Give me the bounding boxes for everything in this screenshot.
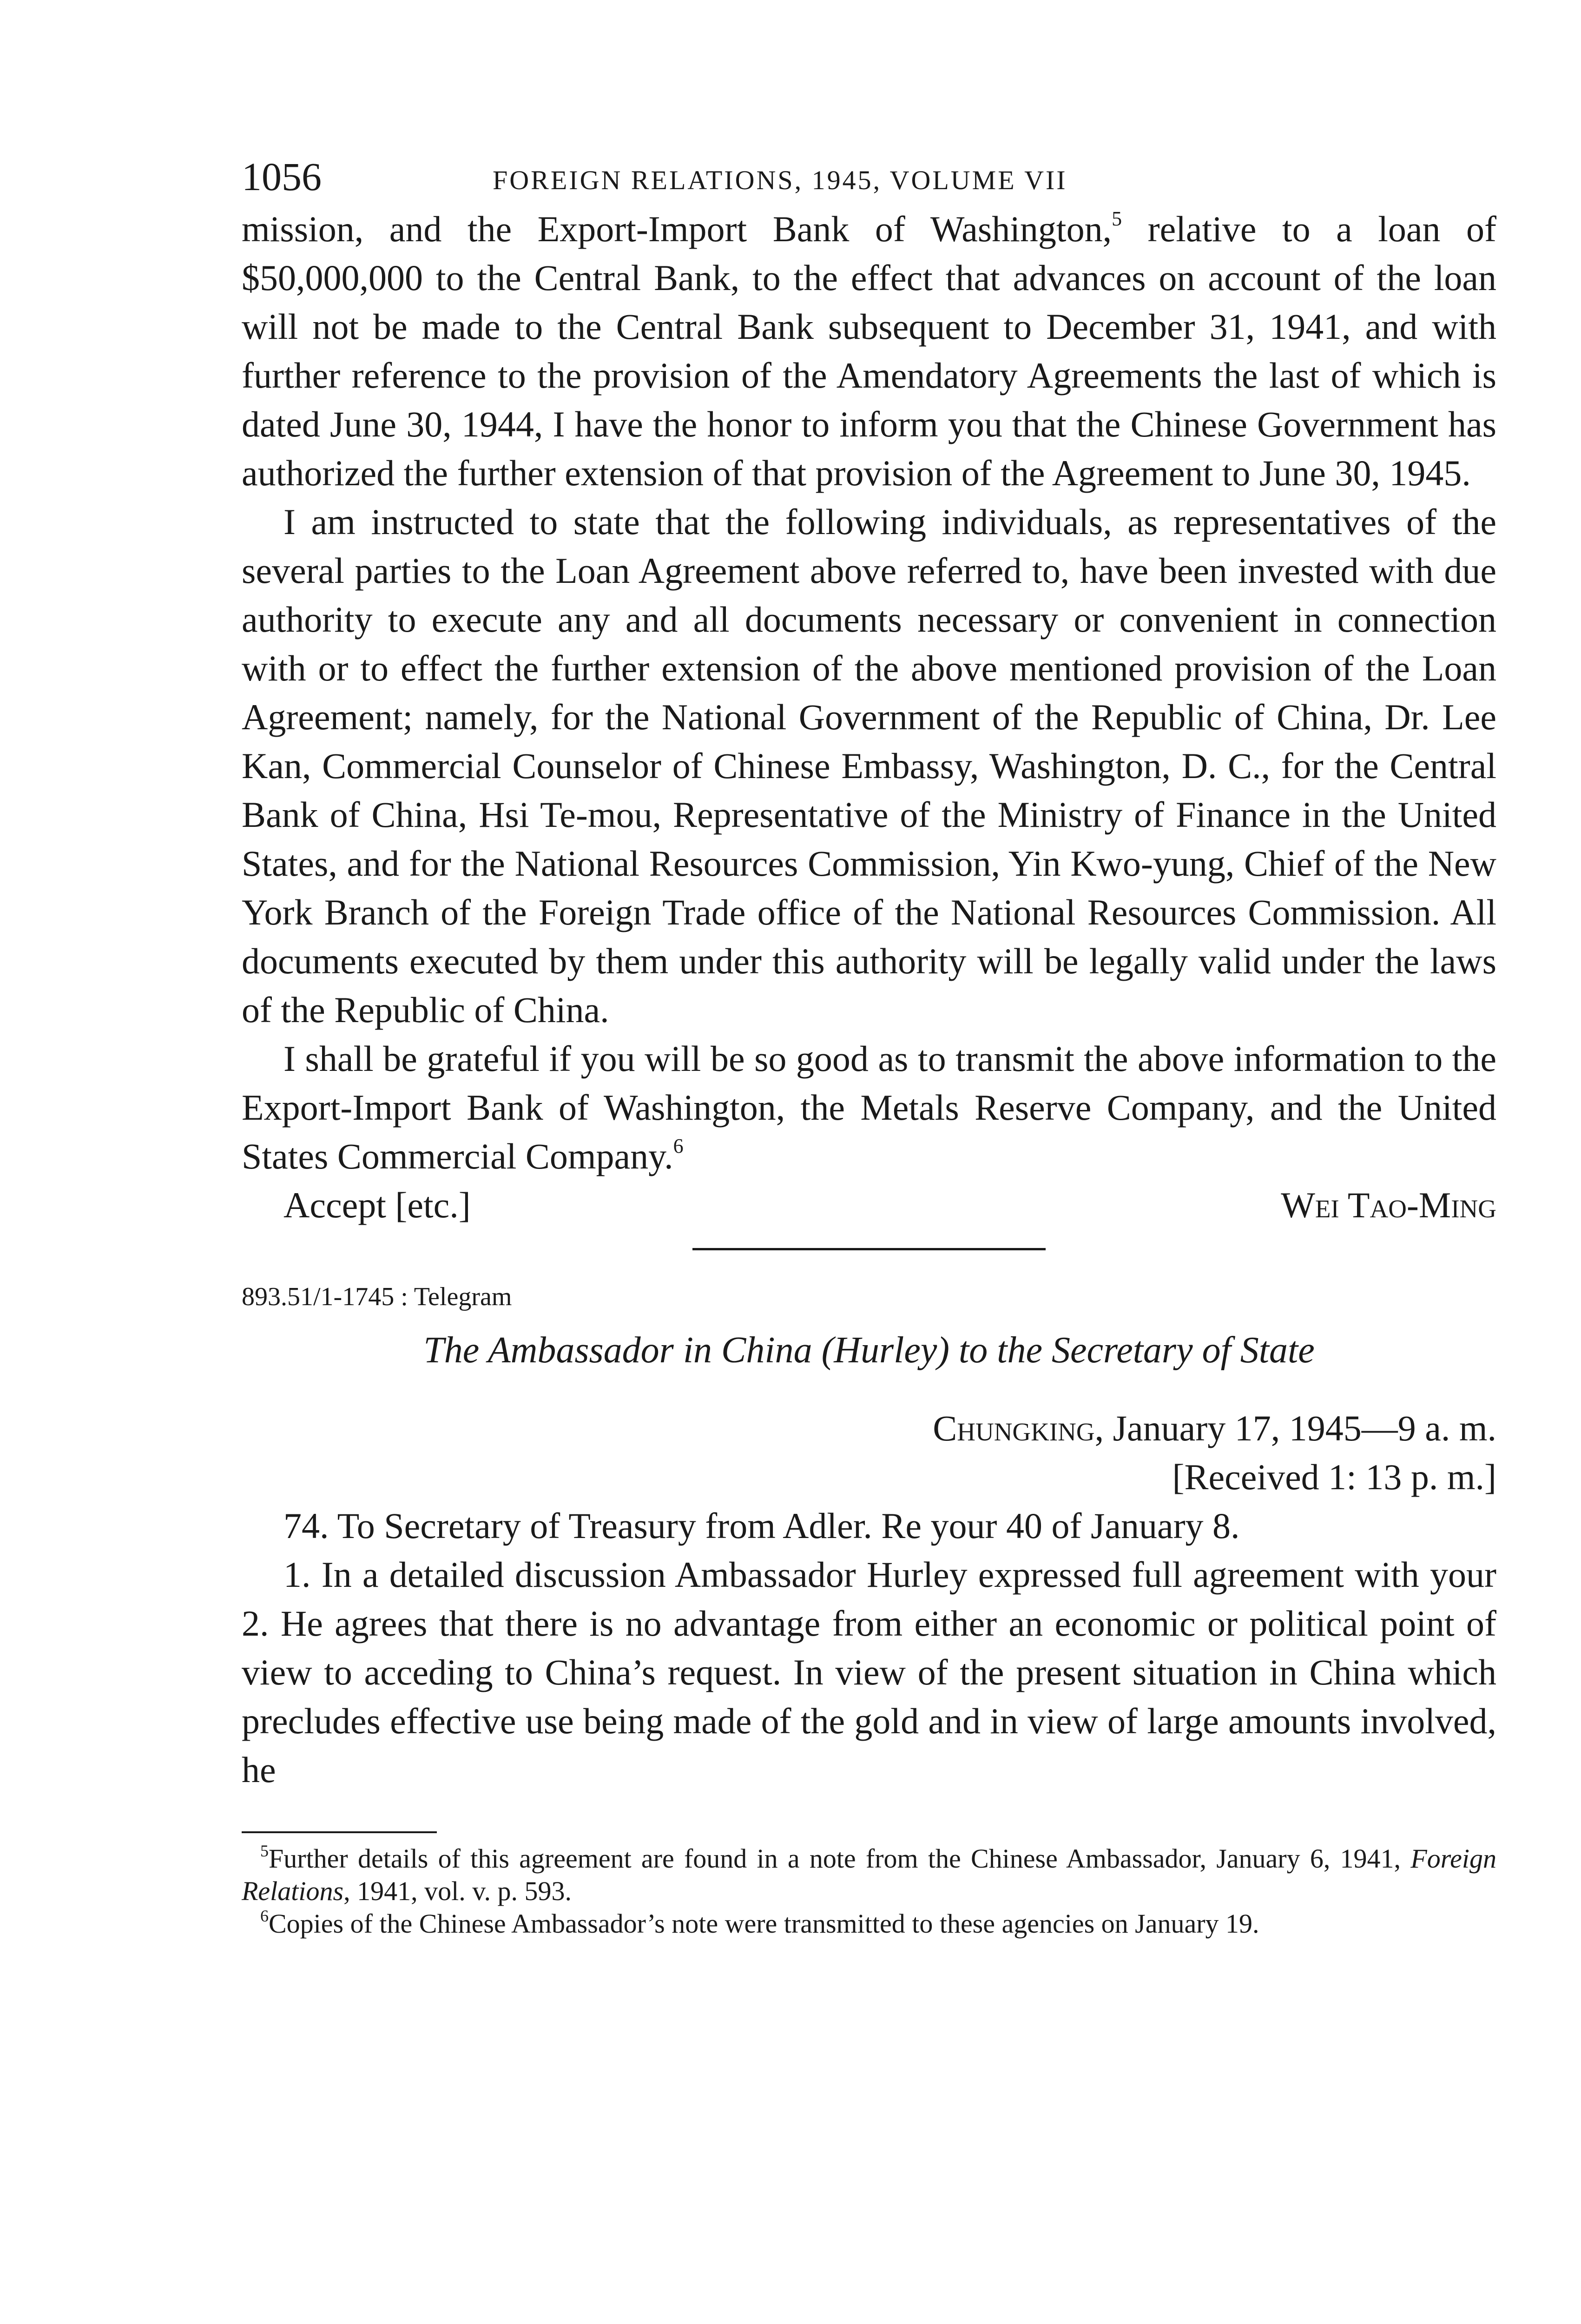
- footnote-5-text: Further details of this agreement are found in a note from the Chinese Ambassador, January 6, 1941,: [269, 1843, 1411, 1874]
- letter-paragraph-3-text: I shall be grateful if you will be so good as to transmit the above information to the Export-Import Bank of Washington, the Metals Reserve Company, and the United States Commercial Company.: [242, 1038, 1496, 1176]
- telegram-paragraph-1: 74. To Secretary of Treasury from Adler. Re your 40 of January 8.: [283, 1505, 1240, 1546]
- footnote-6-mark: 6: [260, 1907, 269, 1925]
- telegram-body: [242, 1501, 1496, 1794]
- footnote-rule: [242, 1831, 437, 1833]
- telegram-paragraph-2: 1. In a detailed discussion Ambassador Hurley expressed full agreement with your 2. He agrees that there is no advantage from either an economic or political point of view to acceding to China’s request. In view of the present situation in China which precludes effective use being made of the gold and in view of large amounts involved, he: [242, 1554, 1496, 1790]
- letter-paragraph-1-text: mission, and the Export-Import Bank of Washington,: [242, 209, 1112, 249]
- footnote-ref-5[interactable]: 5: [1112, 207, 1122, 230]
- telegram-title: The Ambassador in China (Hurley) to the Secretary of State: [423, 1330, 1315, 1371]
- document-page: [242, 153, 1496, 1940]
- signoff: [242, 1181, 1496, 1229]
- letter-paragraph-1-rest: relative to a loan of $50,000,000 to the Central Bank, to the effect that advances on account of the loan will not be made to the Central Bank subsequent to December 31, 1941, and with further reference to the provision of the Amendatory Agreements the last of which is dated June 30, 1944, I have the honor to inform you that the Chinese Government has authorized the further extension of that provision of the Agreement to June 30, 1945.: [242, 209, 1496, 493]
- signature: Wei Tao-Ming: [1281, 1185, 1496, 1225]
- footnote-6: [242, 1908, 1496, 1940]
- footnote-5-italic: Foreign Relations: [242, 1843, 1496, 1906]
- received-line: [Received 1: 13 p. m.]: [1172, 1457, 1496, 1497]
- running-title: FOREIGN RELATIONS, 1945, VOLUME VII: [493, 165, 1067, 195]
- footnote-5-rest: , 1941, vol. v. p. 593.: [343, 1876, 572, 1906]
- footnote-ref-6[interactable]: 6: [673, 1135, 684, 1157]
- file-reference: 893.51/1-1745 : Telegram: [242, 1282, 512, 1311]
- dateline: [242, 1404, 1496, 1452]
- footnote-5: [242, 1842, 1496, 1908]
- footnote-5-mark: 5: [260, 1842, 269, 1860]
- letter-body: [242, 205, 1496, 1229]
- dateline-date: , January 17, 1945—9 a. m.: [1094, 1408, 1496, 1448]
- letter-paragraph-1: [242, 205, 1496, 497]
- section-divider: [692, 1248, 1046, 1250]
- letter-paragraph-3: [242, 1034, 1496, 1181]
- letter-paragraph-2: I am instructed to state that the following individuals, as representatives of the several parties to the Loan Agreement above referred to, have been invested with due authority to execute any and all documents necessary or convenient in connection with or to effect the further extension of the above mentioned provision of the Loan Agreement; namely, for the National Government of the Republic of China, Dr. Lee Kan, Commercial Counselor of Chinese Embassy, Washington, D. C., for the Central Bank of China, Hsi Te-mou, Representative of the Ministry of Finance in the United States, and for the National Resources Commission, Yin Kwo-yung, Chief of the New York Branch of the Foreign Trade office of the National Resources Commission. All documents executed by them under this authority will be legally valid under the laws of the Republic of China.: [242, 502, 1496, 1030]
- page-number: 1056: [242, 154, 322, 199]
- running-head: [242, 153, 1496, 205]
- closing: Accept [etc.]: [283, 1185, 471, 1225]
- dateline-place: Chungking: [933, 1408, 1095, 1448]
- footnote-6-text: Copies of the Chinese Ambassador’s note were transmitted to these agencies on January 19.: [269, 1908, 1259, 1939]
